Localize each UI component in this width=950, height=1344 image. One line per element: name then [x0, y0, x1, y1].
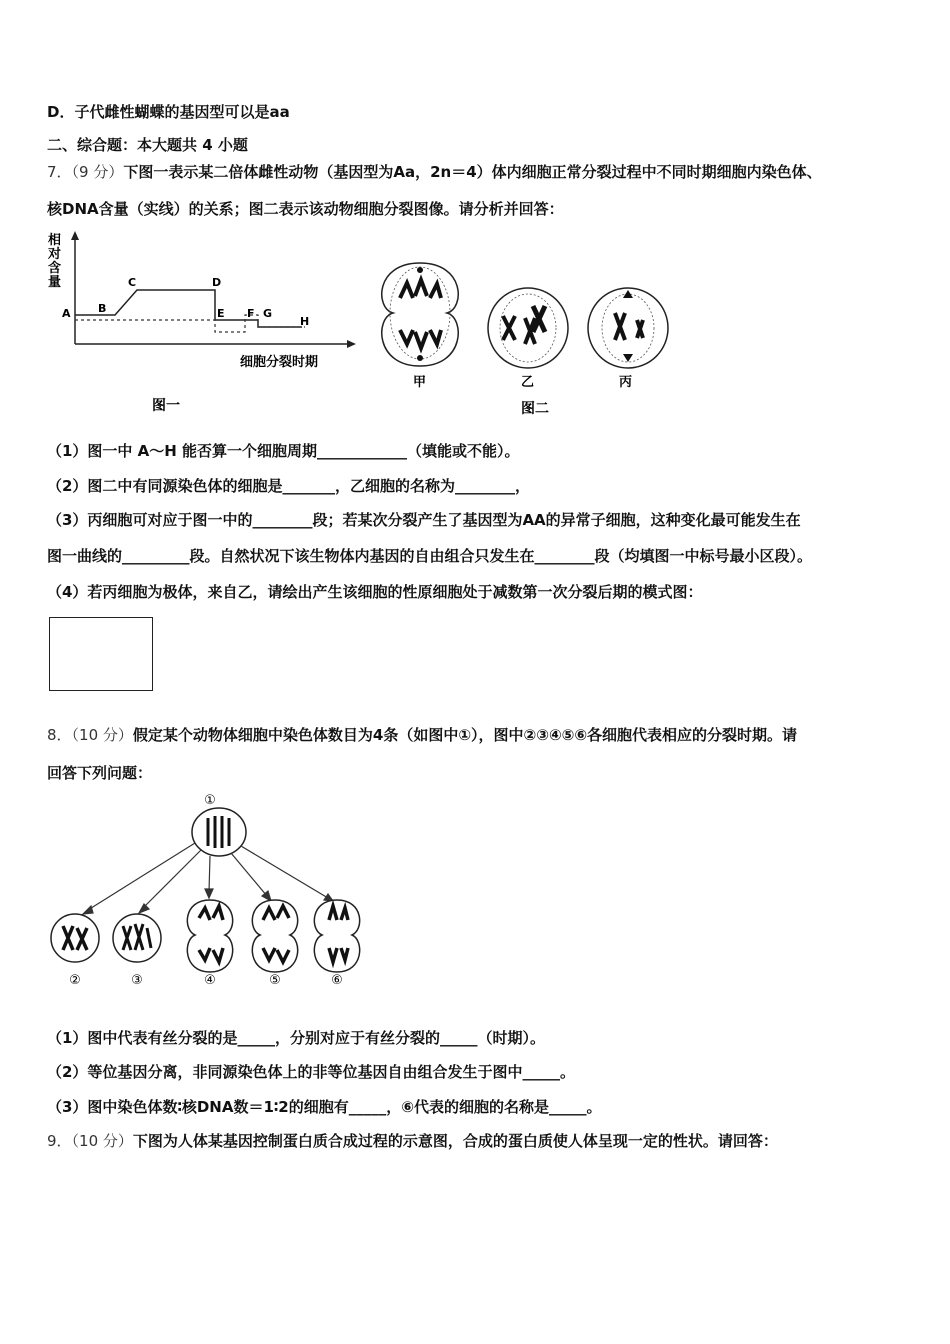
q8-cell-6: [314, 900, 359, 972]
q7-sub2: （2）图二中有同源染色体的细胞是_______，乙细胞的名称为________，: [47, 477, 530, 495]
q7-number: 7．（9 分）: [47, 163, 124, 181]
q9-stem: [47, 1131, 778, 1151]
fig1-label-g: G: [263, 307, 273, 320]
fig1-label-d: D: [212, 276, 222, 289]
figure-2-cells: [375, 258, 695, 418]
q8-stem-text1: 假定某个动物体细胞中染色体数目为4条（如图中①），图中②③④⑤⑥各细胞代表相应的分裂时期。请: [132, 726, 798, 744]
q8-label-3: ③: [131, 973, 143, 988]
figure-1-graph: [40, 228, 370, 418]
q8-cell-5: [252, 900, 297, 972]
q8-label-2: ②: [69, 973, 81, 988]
q8-cell-2: [51, 914, 99, 962]
fig1-ylabel-3: 含: [48, 261, 62, 276]
fig1-ylabel-1: 相: [48, 233, 62, 248]
fig1-xlabel: 细胞分裂时期: [240, 355, 319, 370]
fig1-x-arrow: [347, 340, 356, 348]
q8-sub2: （2）等位基因分离，非同源染色体上的非等位基因自由组合发生于图中_____。: [47, 1063, 575, 1081]
section-heading: 二、综合题：本大题共 4 小题: [47, 136, 248, 154]
q7-sub1: （1）图一中 A～H 能否算一个细胞周期____________（填能或不能）。: [47, 442, 520, 460]
figure-q8-cells: [45, 788, 375, 990]
cell-yi: [488, 288, 568, 368]
q7-stem-line2: 核DNA含量（实线）的关系；图二表示该动物细胞分裂图像。请分析并回答：: [47, 200, 564, 218]
fig1-caption: 图一: [152, 398, 180, 414]
fig1-label-a: A: [62, 307, 71, 320]
q8-label-5: ⑤: [269, 973, 281, 988]
q8-stem-line2: 回答下列问题：: [47, 764, 153, 782]
q8-cell-3: [113, 914, 161, 962]
fig1-label-c: C: [128, 276, 137, 289]
q8-stem-line1: [47, 725, 797, 745]
fig1-label-h: H: [300, 315, 310, 328]
q7-sub4: （4）若丙细胞为极体，来自乙，请绘出产生该细胞的性原细胞处于减数第一次分裂后期的模式图：: [47, 583, 703, 601]
q7-sub3-line1: （3）丙细胞可对应于图一中的________段；若某次分裂产生了基因型为AA的异常子细胞，这种变化最可能发生在: [47, 511, 801, 529]
q8-cell-4: [187, 900, 232, 972]
q9-number: 9．（10 分）: [47, 1132, 133, 1150]
fig2-label-yi: 乙: [521, 375, 535, 390]
cell-jia: [382, 263, 458, 366]
fig1-label-b: B: [98, 302, 107, 315]
fig2-label-bing: 丙: [619, 375, 633, 390]
cell-bing: [588, 288, 668, 368]
q8-label-4: ④: [204, 973, 216, 988]
fig1-label-f: F: [247, 307, 255, 320]
fig1-ylabel-4: 量: [48, 275, 62, 290]
drawing-answer-box[interactable]: [49, 617, 153, 691]
fig2-label-jia: 甲: [413, 375, 427, 390]
q8-label-6: ⑥: [331, 973, 343, 988]
q7-stem-text1: 下图一表示某二倍体雌性动物（基因型为Aa，2n＝4）体内细胞正常分裂过程中不同时期细胞内染色体、: [123, 163, 822, 181]
q8-label-1: ①: [204, 793, 216, 808]
q8-sub1: （1）图中代表有丝分裂的是_____，分别对应于有丝分裂的_____（时期）。: [47, 1029, 545, 1047]
fig1-y-arrow: [71, 231, 79, 240]
q8-number: 8．（10 分）: [47, 726, 133, 744]
q7-sub3-line2: 图一曲线的_________段。自然状况下该生物体内基因的自由组合只发生在________段（均填图一中标号最小区段）。: [47, 547, 813, 565]
q9-stem-text: 下图为人体某基因控制蛋白质合成过程的示意图，合成的蛋白质使人体呈现一定的性状。请回答：: [132, 1132, 778, 1150]
q8-cell-1: [192, 808, 246, 856]
option-d: D．子代雌性蝴蝶的基因型可以是aa: [47, 103, 290, 121]
fig1-ylabel-2: 对: [48, 247, 62, 262]
q7-stem-line1: [47, 162, 822, 182]
fig1-label-e: E: [217, 307, 225, 320]
q8-sub3: （3）图中染色体数∶核DNA数＝1∶2的细胞有_____，⑥代表的细胞的名称是_____。: [47, 1098, 602, 1116]
fig2-caption: 图二: [521, 401, 549, 417]
